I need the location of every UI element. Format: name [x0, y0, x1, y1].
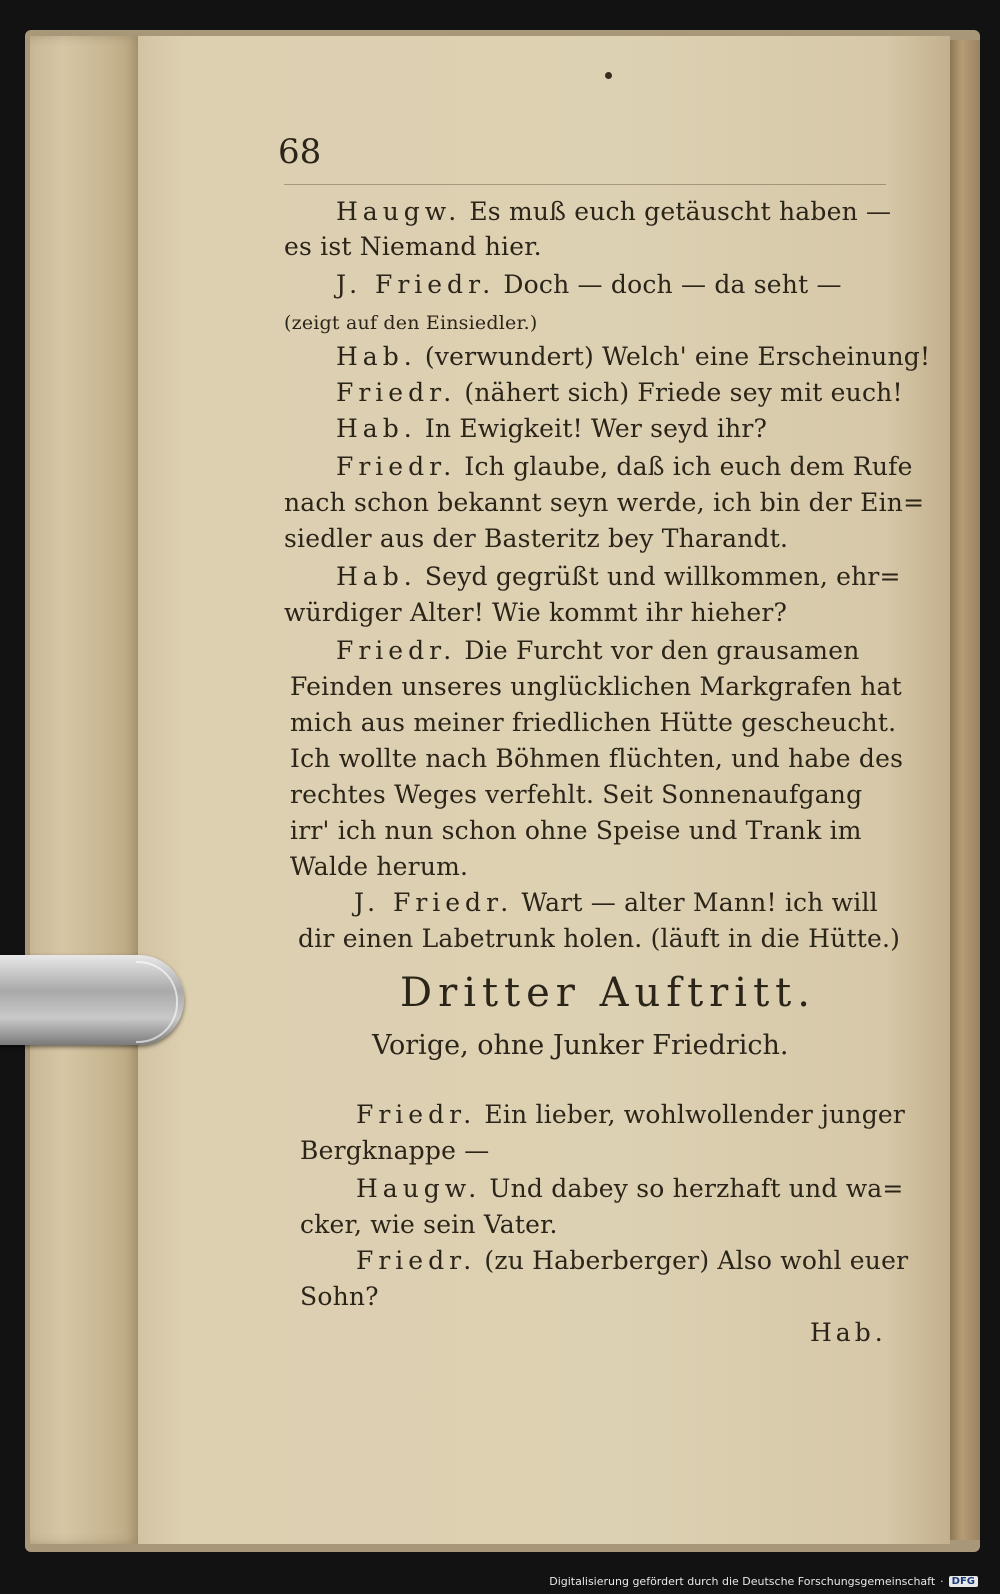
line-text: Doch — doch — da seht —: [503, 270, 842, 299]
speaker-name: J. Friedr.: [336, 270, 496, 299]
text-line: [284, 306, 538, 335]
footer-text: Digitalisierung gefördert durch die Deutsche Forschungsgemeinschaft: [549, 1574, 936, 1588]
speaker-name: Haugw.: [336, 197, 462, 226]
book-spine-edge: [950, 40, 980, 1540]
text-line: [336, 342, 930, 371]
stage-direction: (zeigt auf den Einsiedler.): [284, 312, 538, 334]
text-line: [290, 744, 903, 773]
line-text: Bergknappe —: [300, 1136, 490, 1165]
text-line: [356, 1246, 908, 1275]
text-line: [300, 1136, 489, 1165]
line-text: irr' ich nun schon ohne Speise und Trank im: [290, 816, 862, 845]
text-line: [354, 888, 878, 917]
line-text: nach schon bekannt seyn werde, ich bin der Ein=: [284, 488, 925, 517]
line-text: siedler aus der Basteritz bey Tharandt.: [284, 524, 789, 553]
catchword: Hab.: [810, 1318, 887, 1347]
ink-spot: [605, 72, 612, 79]
text-line: [336, 636, 860, 665]
line-text: Ich wollte nach Böhmen flüchten, und habe des: [290, 744, 904, 773]
text-line: [290, 816, 862, 845]
speaker-name: Friedr.: [356, 1246, 477, 1275]
text-line: [336, 414, 767, 443]
line-text: es ist Niemand hier.: [284, 232, 542, 261]
line-text: Die Furcht vor den grausamen: [464, 636, 860, 665]
speaker-name: Friedr.: [336, 452, 457, 481]
line-text: (verwundert) Welch' eine Erscheinung!: [424, 342, 931, 371]
line-text: Und dabey so herzhaft und wa=: [489, 1174, 904, 1203]
header-rule: [284, 184, 886, 185]
text-line: [284, 524, 788, 553]
line-text: Ein lieber, wohlwollender junger: [484, 1100, 906, 1129]
page-edges: [30, 36, 140, 1544]
text-line: [336, 452, 913, 481]
text-line: [290, 672, 902, 701]
line-text: Sohn?: [300, 1282, 379, 1311]
text-line: [336, 562, 901, 591]
line-text: cker, wie sein Vater.: [300, 1210, 558, 1239]
footer-separator: ·: [940, 1574, 944, 1588]
text-line: [290, 780, 862, 809]
line-text: Feinden unseres unglücklichen Markgrafen hat: [290, 672, 902, 701]
line-text: mich aus meiner friedlichen Hütte gescheucht.: [290, 708, 897, 737]
speaker-name: Haugw.: [356, 1174, 482, 1203]
text-line: [336, 378, 903, 407]
speaker-name: Hab.: [336, 414, 417, 443]
text-line: [284, 598, 787, 627]
line-text: würdiger Alter! Wie kommt ihr hieher?: [284, 598, 788, 627]
scene-subheading: Vorige, ohne Junker Friedrich.: [372, 1030, 789, 1061]
text-line: [290, 708, 896, 737]
speaker-name: J. Friedr.: [354, 888, 514, 917]
text-line: [284, 232, 542, 261]
text-line: [300, 1282, 379, 1311]
text-line: [290, 852, 468, 881]
line-text: rechtes Weges verfehlt. Seit Sonnenaufgang: [290, 780, 863, 809]
page-clip: [0, 955, 184, 1045]
line-text: Seyd gegrüßt und willkommen, ehr=: [424, 562, 901, 591]
text-line: [284, 488, 924, 517]
line-text: Wart — alter Mann! ich will: [521, 888, 878, 917]
line-text: Ich glaube, daß ich euch dem Rufe: [464, 452, 913, 481]
text-line: [356, 1100, 905, 1129]
line-text: dir einen Labetrunk holen. (läuft in die Hütte.): [298, 924, 901, 953]
scene-heading: Dritter Auftritt.: [400, 970, 816, 1016]
text-line: [298, 924, 900, 953]
line-text: (zu Haberberger) Also wohl euer: [484, 1246, 909, 1275]
dfg-logo: DFG: [949, 1576, 978, 1587]
speaker-name: Friedr.: [336, 636, 457, 665]
speaker-name: Friedr.: [356, 1100, 477, 1129]
text-line: [356, 1174, 904, 1203]
text-line: [336, 270, 842, 299]
line-text: In Ewigkeit! Wer seyd ihr?: [424, 414, 768, 443]
line-text: Es muß euch getäuscht haben —: [469, 197, 892, 226]
line-text: (nähert sich) Friede sey mit euch!: [464, 378, 903, 407]
speaker-name: Hab.: [336, 342, 417, 371]
speaker-name: Friedr.: [336, 378, 457, 407]
text-line: [336, 197, 891, 226]
text-line: [300, 1210, 558, 1239]
speaker-name: Hab.: [336, 562, 417, 591]
page-number: 68: [278, 132, 322, 172]
line-text: Walde herum.: [290, 852, 469, 881]
footer-credit: [549, 1572, 978, 1590]
